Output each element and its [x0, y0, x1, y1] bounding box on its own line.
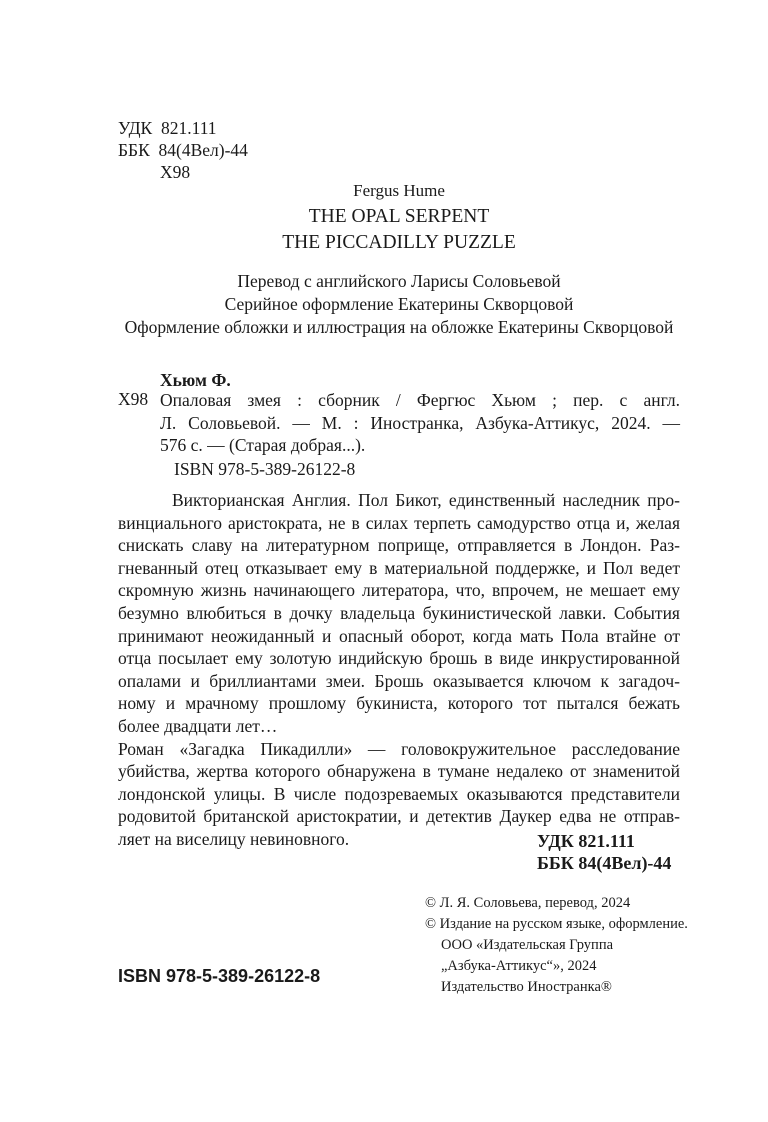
catalog-heading: Хьюм Ф. — [160, 370, 231, 390]
annotation-line: ному и мрачному прошлому букиниста, которого тот пытался бежать — [118, 693, 680, 714]
annotation-line: Роман «Загадка Пикадилли» — головокружительное расследование — [118, 738, 680, 759]
annotation-line: принимают неожиданный и опасный оборот, когда мать Пола втайне от — [118, 625, 680, 646]
annotation-line: лондонской улицы. В числе подозреваемых оказываются представители — [118, 783, 680, 804]
annotation-line: более двадцати лет… — [118, 715, 278, 736]
copyright-edition: © Издание на русском языке, оформление. — [425, 916, 688, 932]
annotation-line: винциального аристократа, не в силах терпеть самодурство отца и, желая — [118, 512, 680, 533]
author-mark: Х98 — [160, 162, 191, 182]
copyright-translation: © Л. Я. Соловьева, перевод, 2024 — [425, 895, 631, 911]
annotation-line: ляет на виселицу невиновного. — [118, 828, 350, 849]
annotation-line: снискать славу на литературном поприще, отправляется в Лондон. Раз- — [118, 535, 680, 556]
isbn-bottom: ISBN 978-5-389-26122-8 — [118, 966, 321, 986]
catalog-line: 576 с. — (Старая добрая...). — [160, 435, 366, 456]
udk-code-bottom: УДК 821.111 — [537, 831, 635, 851]
copyright-publisher: ООО «Издательская Группа — [441, 937, 614, 953]
copyright-imprint: Издательство Иностранка® — [441, 979, 612, 995]
original-title-2: THE PICCADILLY PUZZLE — [282, 232, 516, 253]
credit-translator: Перевод с английского Ларисы Соловьевой — [237, 271, 561, 291]
annotation-line: убийства, жертва которого обнаружена в тумане недалеко от знаменитой — [118, 761, 680, 782]
bbk-code-bottom: ББК 84(4Вел)-44 — [537, 853, 672, 873]
udk-code: УДК 821.111 — [118, 118, 217, 138]
bbk-code: ББК 84(4Вел)-44 — [118, 140, 248, 160]
catalog-mark: Х98 — [118, 389, 149, 409]
catalog-isbn: ISBN 978-5-389-26122-8 — [174, 459, 356, 479]
copyright-block — [425, 893, 688, 998]
catalog-line: Л. Соловьевой. — М. : Иностранка, Азбука-Аттикус, 2024. — — [160, 412, 680, 433]
annotation-line: опалами и бриллиантами змеи. Брошь оказывается ключом к загадоч- — [118, 670, 680, 691]
catalog-line: Опаловая змея : сборник / Фергюс Хьюм ; пер. с англ. — [160, 390, 680, 410]
annotation — [118, 489, 680, 851]
annotation-line: отца посылает ему золотую индийскую брошь в виде инкрустированной — [118, 648, 680, 669]
classification-block — [118, 117, 248, 183]
classification-bottom — [537, 830, 671, 874]
annotation-line: скромную жизнь начинающего литератора, что, впрочем, не мешает ему — [118, 580, 680, 601]
catalog-description — [160, 389, 680, 457]
original-author: Fergus Hume — [353, 181, 445, 200]
annotation-line: Викторианская Англия. Пол Бикот, единственный наследник про- — [172, 490, 680, 510]
copyright-publisher-name: „Азбука-Аттикус“», 2024 — [441, 958, 597, 974]
annotation-line: гневанный отец отказывает ему в материальной поддержке, и Пол ведет — [118, 557, 680, 578]
credit-cover: Оформление обложки и иллюстрация на обложке Екатерины Скворцовой — [124, 317, 674, 337]
annotation-line: безумно влюбиться в дочку владельца букинистической лавки. События — [118, 602, 680, 623]
original-title-1: THE OPAL SERPENT — [308, 206, 490, 227]
credit-series-design: Серийное оформление Екатерины Скворцовой — [224, 294, 574, 314]
annotation-line: родовитой британской аристократии, и детектив Даукер едва не отправ- — [118, 806, 680, 827]
